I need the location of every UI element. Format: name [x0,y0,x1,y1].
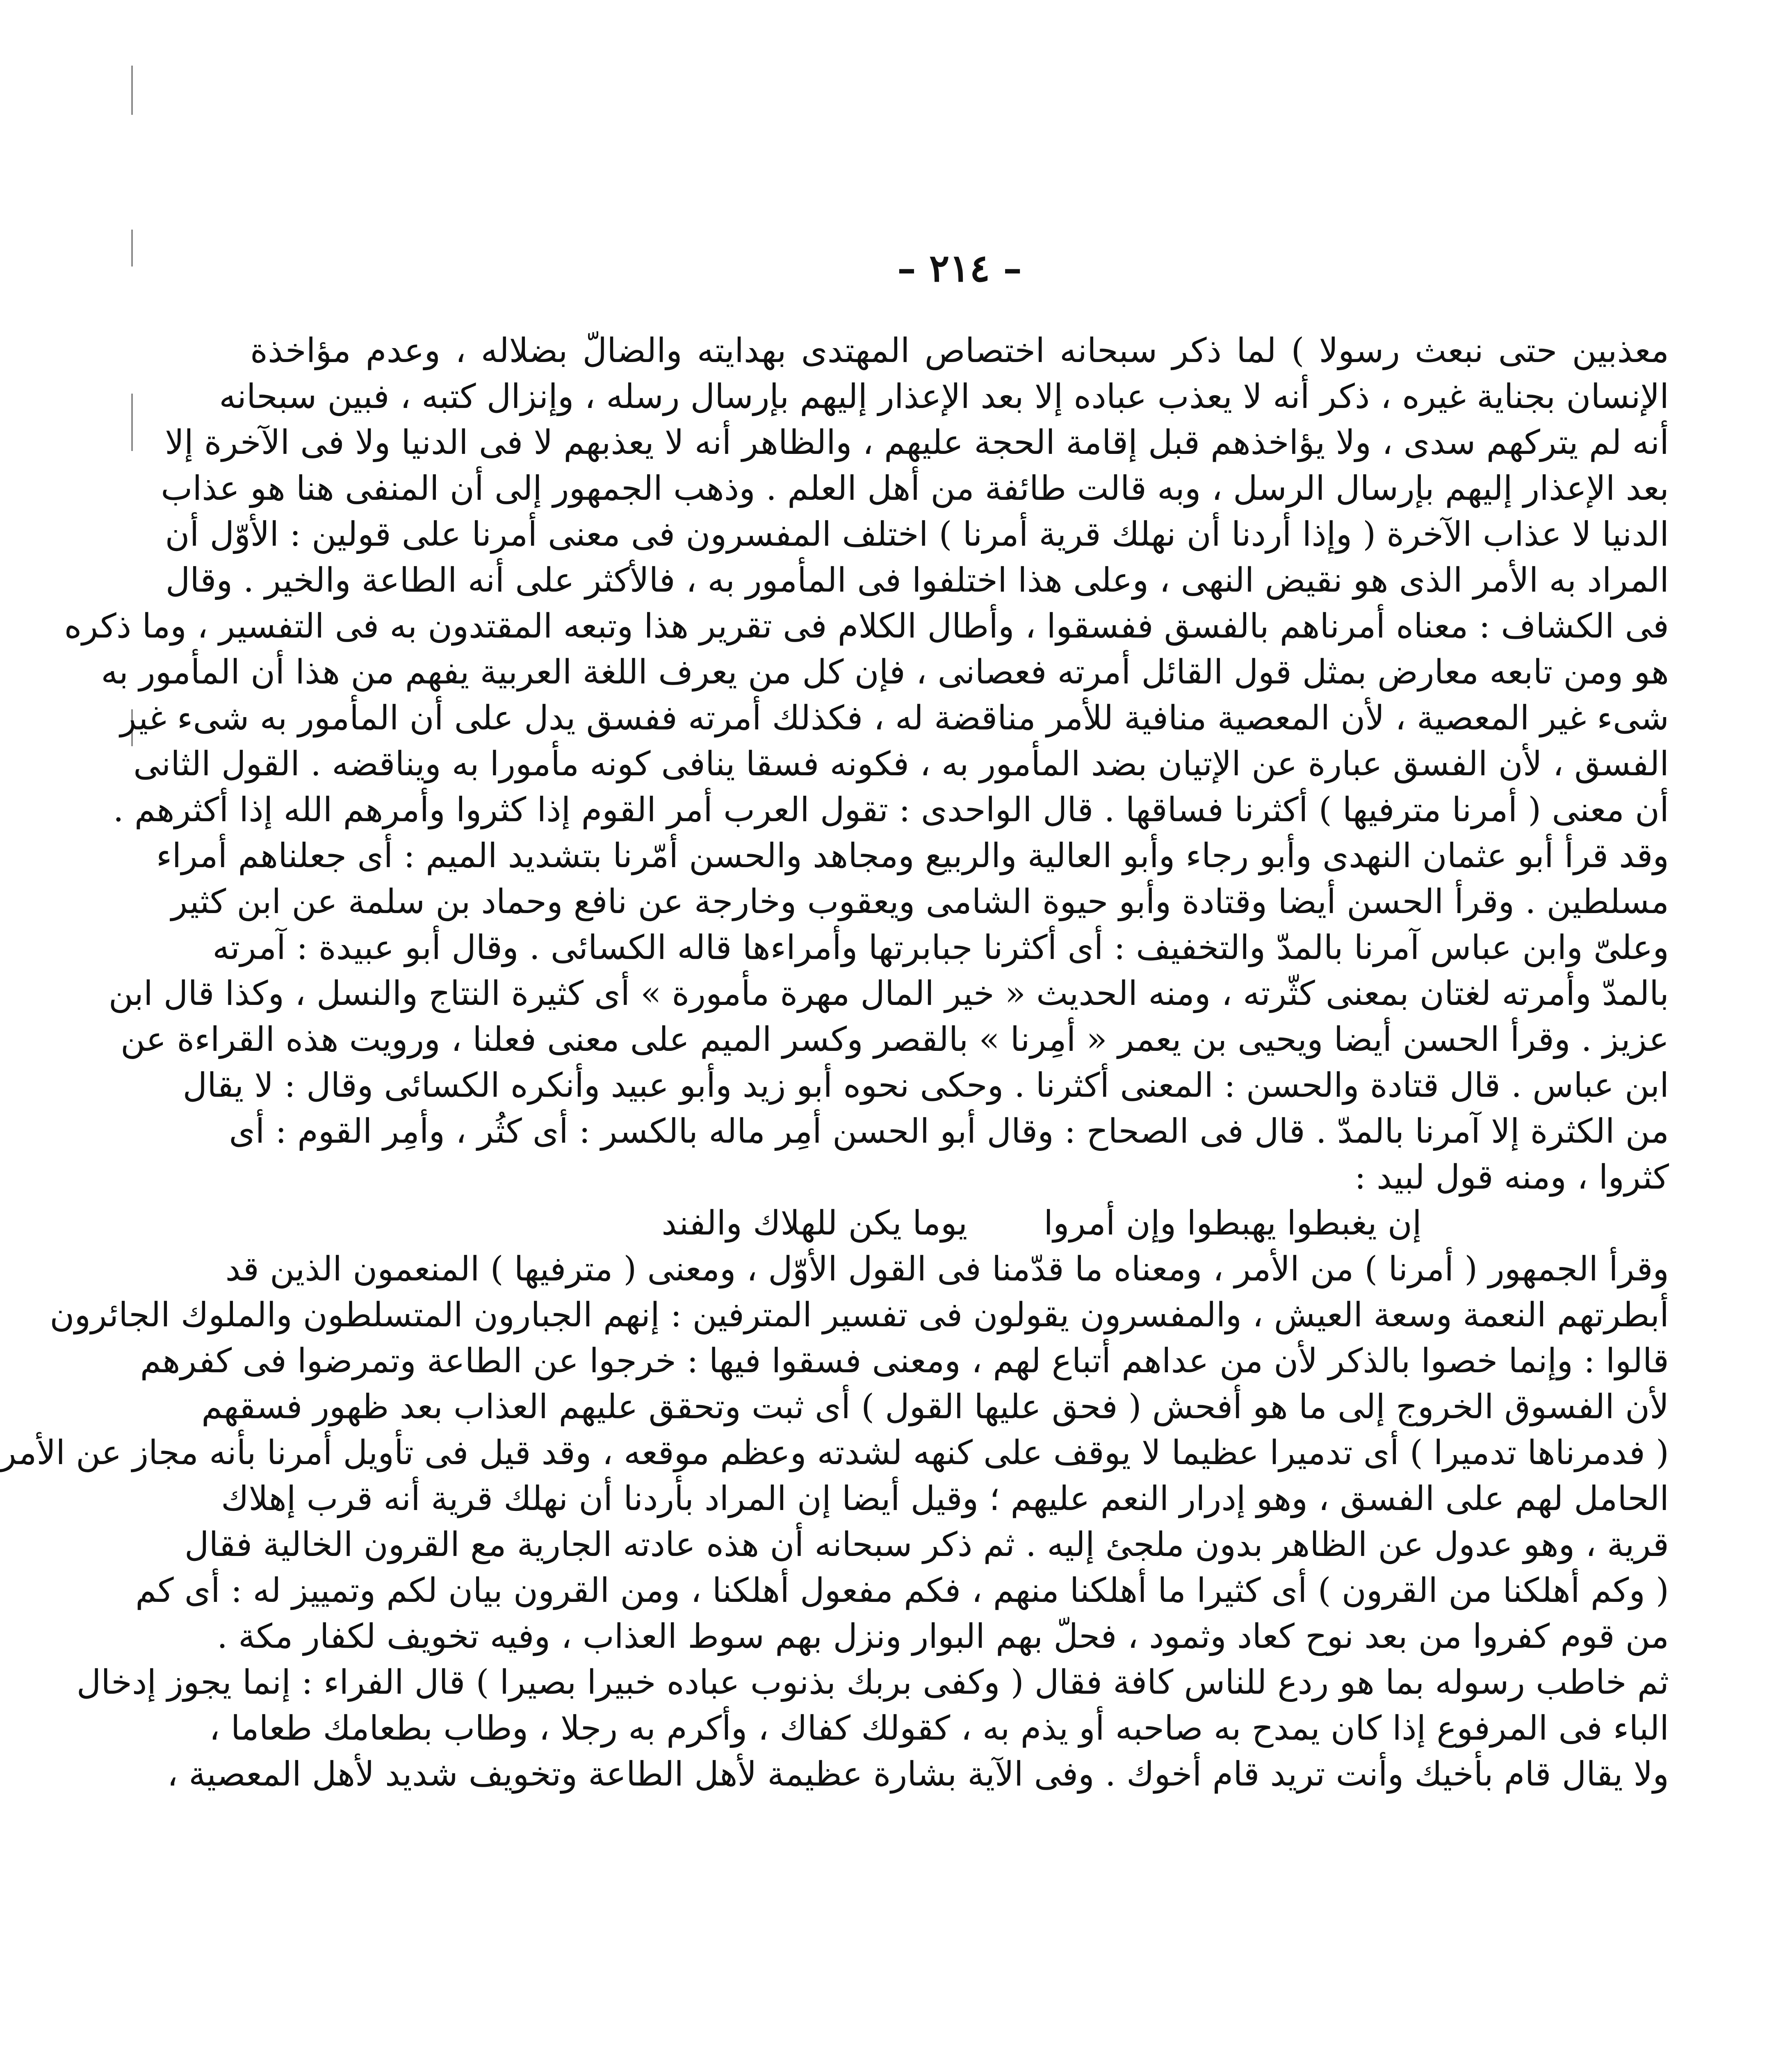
text-line: الفسق ، لأن الفسق عبارة عن الإتيان بضد المأمور به ، فكونه فسقا ينافى كونه مأمورا به ويناقضه . القول الثانى [133,745,1669,784]
text-line: الحامل لهم على الفسق ، وهو إدرار النعم عليهم ؛ وقيل أيضا إن المراد بأردنا أن نهلك قرية أنه قرب إهلاك [221,1479,1669,1518]
text-line: لأن الفسوق الخروج إلى ما هو أفحش ( فحق عليها القول ) أى ثبت وتحقق عليهم العذاب بعد ظهور فسقهم [201,1387,1669,1426]
text-line: بعد الإعذار إليهم بإرسال الرسل ، وبه قالت طائفة من أهل العلم . وذهب الجمهور إلى أن المنفى هنا هو عذاب [161,469,1669,508]
text-line: الدنيا لا عذاب الآخرة ( وإذا أردنا أن نهلك قرية أمرنا ) اختلف المفسرون فى معنى أمرنا على قولين : الأوّل أن [165,515,1669,554]
page-number: – ٢١٤ – [897,246,1022,290]
text-line: الإنسان بجناية غيره ، ذكر أنه لا يعذب عباده إلا بعد الإعذار إليهم بإرسال رسله ، وإنزال كتبه ، فبين سبحانه [219,377,1669,416]
text-line: ولا يقال قام بأخيك وأنت تريد قام أخوك . وفى الآية بشارة عظيمة لأهل الطاعة وتخويف شديد لأهل المعصية ، [167,1755,1669,1794]
margin-scan-mark [131,394,133,451]
text-line: قرية ، وهو عدول عن الظاهر بدون ملجئ إليه . ثم ذكر سبحانه أن هذه عادته الجارية مع القرون الخالية فقال [184,1525,1669,1564]
text-line: وعلىّ وابن عباس آمرنا بالمدّ والتخفيف : أى أكثرنا جبابرتها وأمراءها قاله الكسائى . وقال أبو عبيدة : آمرته [212,928,1669,967]
verse-first-hemistich: إن يغبطوا يهبطوا وإن أمروا [1044,1204,1422,1243]
body-text [0,328,1669,1797]
text-line: معذبين حتى نبعث رسولا ) لما ذكر سبحانه اختصاص المهتدى بهدايته والضالّ بضلاله ، وعدم مؤاخذة [250,331,1669,370]
margin-scan-mark [131,66,133,115]
text-line: المراد به الأمر الذى هو نقيض النهى ، وعلى هذا اختلفوا فى المأمور به ، فالأكثر على أنه الطاعة والخير . وقال [165,561,1669,600]
text-line: ثم خاطب رسوله بما هو ردع للناس كافة فقال ( وكفى بربك بذنوب عباده خبيرا بصيرا ) قال الفراء : إنما يجوز إدخال [76,1663,1669,1702]
text-line: ابن عباس . قال قتادة والحسن : المعنى أكثرنا . وحكى نحوه أبو زيد وأبو عبيد وأنكره الكسائى وقال : لا يقال [182,1066,1669,1105]
text-line: فى الكشاف : معناه أمرناهم بالفسق ففسقوا ، وأطال الكلام فى تقرير هذا وتبعه المقتدون به فى التفسير ، وما ذكره [64,607,1669,646]
text-line: أنه لم يتركهم سدى ، ولا يؤاخذهم قبل إقامة الحجة عليهم ، والظاهر أنه لا يعذبهم لا فى الدنيا ولا فى الآخرة إلا [165,423,1669,462]
text-line: من الكثرة إلا آمرنا بالمدّ . قال فى الصحاح : وقال أبو الحسن أمِر ماله بالكسر : أى كثُر ، وأمِر القوم : أى [229,1112,1669,1151]
verse-second-hemistich: يوما يكن للهلاك والفند [661,1204,968,1243]
text-line: أبطرتهم النعمة وسعة العيش ، والمفسرون يقولون فى تفسير المترفين : إنهم الجبارون المتسلطون والملوك الجائرون [50,1296,1669,1335]
text-line: كثروا ، ومنه قول لبيد : [1354,1158,1669,1197]
text-line: ( فدمرناها تدميرا ) أى تدميرا عظيما لا يوقف على كنهه لشدته وعظم موقعه ، وقد قيل فى تأويل أمرنا بأنه مجاز عن الأمر [0,1433,1669,1472]
text-line: هو ومن تابعه معارض بمثل قول القائل أمرته فعصانى ، فإن كل من يعرف اللغة العربية يفهم من هذا أن المأمور به [101,653,1669,692]
text-line: شىء غير المعصية ، لأن المعصية منافية للأمر مناقضة له ، فكذلك أمرته ففسق يدل على أن المأمور به شىء غير [120,699,1669,738]
text-line: عزيز . وقرأ الحسن أيضا ويحيى بن يعمر « أمِرنا » بالقصر وكسر الميم على معنى فعلنا ، ورويت هذه القراءة عن [120,1020,1669,1059]
text-line: قالوا : وإنما خصوا بالذكر لأن من عداهم أتباع لهم ، ومعنى فسقوا فيها : خرجوا عن الطاعة وتمرضوا فى كفرهم [140,1342,1669,1380]
text-line: وقد قرأ أبو عثمان النهدى وأبو رجاء وأبو العالية والربيع ومجاهد والحسن أمّرنا بتشديد الميم : أى جعلناهم أمراء [156,836,1669,875]
text-line: وقرأ الجمهور ( أمرنا ) من الأمر ، ومعناه ما قدّمنا فى القول الأوّل ، ومعنى ( مترفيها ) المنعمون الذين قد [225,1250,1669,1289]
text-line: أن معنى ( أمرنا مترفيها ) أكثرنا فساقها . قال الواحدى : تقول العرب أمر القوم إذا كثروا وأمرهم الله إذا أكثرهم . [113,790,1669,829]
text-line: الباء فى المرفوع إذا كان يمدح به صاحبه أو يذم به ، كقولك كفاك ، وأكرم به رجلا ، وطاب بطعامك طعاما ، [209,1709,1669,1748]
poetry-verse [250,1200,1669,1246]
text-line: مسلطين . وقرأ الحسن أيضا وقتادة وأبو حيوة الشامى ويعقوب وخارجة عن نافع وحماد بن سلمة عن ابن كثير [171,882,1669,921]
text-line: ( وكم أهلكنا من القرون ) أى كثيرا ما أهلكنا منهم ، فكم مفعول أهلكنا ، ومن القرون بيان لكم وتمييز له : أى كم [135,1571,1669,1610]
text-line: بالمدّ وأمرته لغتان بمعنى كثّرته ، ومنه الحديث « خير المال مهرة مأمورة » أى كثيرة النتاج والنسل ، وكذا قال ابن [108,974,1669,1013]
text-line: من قوم كفروا من بعد نوح كعاد وثمود ، فحلّ بهم البوار ونزل بهم سوط العذاب ، وفيه تخويف لكفار مكة . [217,1617,1669,1656]
